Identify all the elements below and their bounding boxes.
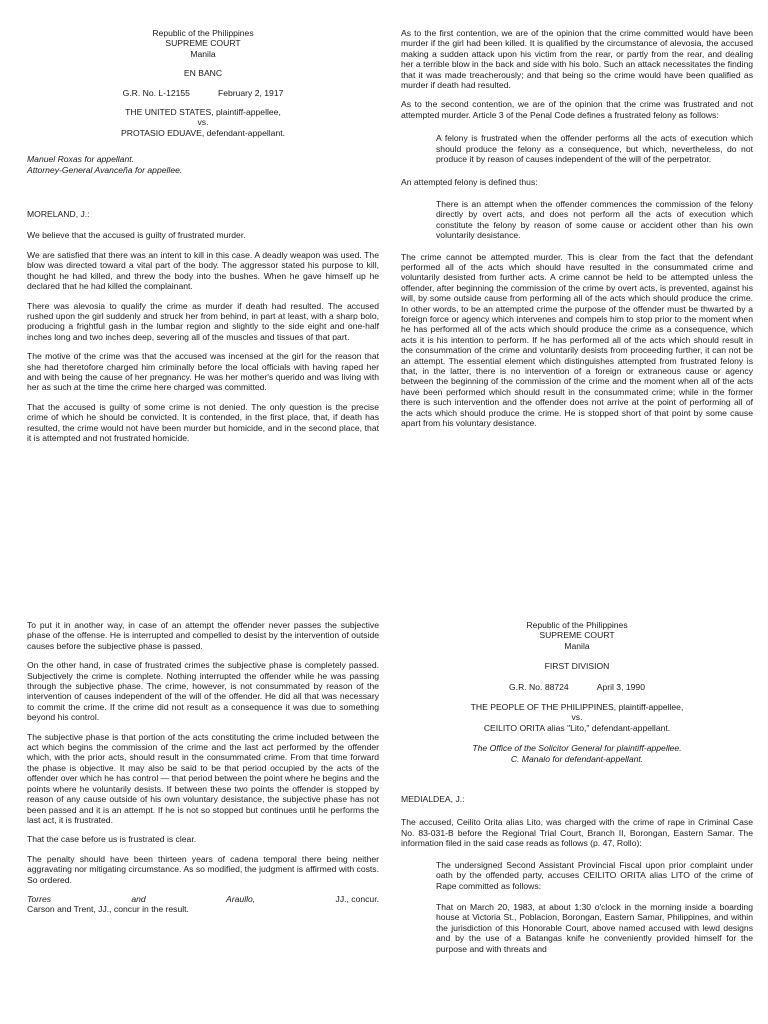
paragraph: We believe that the accused is guilty of frustrated murder. — [27, 230, 246, 241]
paragraph: That the accused is guilty of some crime is not denied. The only question is the precise crime of which he should be convicted. It is contended, in the first place, that, if death has resulted, the crime would not have been murder but homicide, and in the second place, that it is attempted and not frustrated homicide. — [27, 401, 379, 443]
case-number-line — [27, 88, 379, 98]
counsel-appellant: C. Manalo for defendant-appellant. — [510, 753, 644, 764]
defendant: PROTASIO EDUAVE, defendant-appellant. — [121, 127, 285, 138]
concur-suffix: JJ., concur. — [335, 893, 379, 904]
court-name: SUPREME COURT — [165, 38, 241, 49]
counsel-appellant: Manuel Roxas for appellant. — [27, 154, 135, 165]
block-quote: A felony is frustrated when the offender performs all the acts of execution which should produce the felony as a consequence, but which, nevertheless, do not produce it by reason of causes independent of the will of the perpetrator. — [436, 133, 753, 165]
republic-header: Republic of the Philippines — [152, 28, 254, 38]
plaintiff: THE UNITED STATES, plaintiff-appellee, — [125, 107, 281, 118]
paragraph: The accused, Ceilito Orita alias Lito, was charged with the crime of rape in Criminal Case No. 83-031-B before the Regional Trial Court, Branch II, Borongan, Eastern Samar. The information filed in the said case reads as follows (p. 47, Rollo): — [401, 817, 753, 849]
document-page-1 — [27, 28, 379, 452]
paragraph: As to the first contention, we are of the opinion that the crime committed would have been murder if the girl had been killed. It is qualified by the circumstance of alevosia, the accused making a sudden attack upon his victim from the rear, or partly from the rear, and dealing her a terrible blow in the back and side with his bolo. Such an attack necessitates the finding that it was made treacherously; and that being so the crime would have been qualified as murder if death had resulted. — [401, 28, 753, 91]
versus: vs. — [571, 712, 583, 723]
paragraph: There was alevosia to qualify the crime as murder if death had resulted. The accused rushed upon the girl suddenly and struck her from behind, in part at least, with a sharp bolo, producing a frightful gash in the lumbar region and slightly to the side eight and one-half inches long and two inches deep, severing all of the muscles and tissues of that part. — [27, 300, 379, 342]
paragraph: That the case before us is frustrated is clear. — [27, 834, 197, 845]
concur-name: Araullo, — [226, 893, 256, 904]
division-label: EN BANC — [183, 68, 223, 79]
case-date: April 3, 1990 — [596, 681, 645, 692]
paragraph: The crime cannot be attempted murder. This is clear from the fact that the defendant performed all of the acts which should have resulted in the consummated crime and voluntarily desisted from further acts. A crime cannot be held to be attempted unless the offender, after beginning the commission of the crime by overt acts, is prevented, against his will, by some outside cause from performing all of the acts which should produce the crime. In other words, to be an attempted crime the purpose of the offender must be thwarted by a foreign force or agency which intervenes and compels him to stop prior to the moment when he has performed all of the acts which should produce the crime as a consequence, which acts it is his intention to perform. If he has performed all of the acts which should result in the consummation of the crime and voluntarily desists from proceeding further, it can not be an attempt. The essential element which distinguishes attempted from frustrated felony is that, in the latter, there is no intervention of a foreign or extraneous cause or agency between the beginning of the commission of the crime and the moment when all of the acts have been performed which should result in the consummated crime; while in the former there is such intervention and the offender does not arrive at the point of performing all of the acts which should produce the crime. He is stopped short of that point by some cause apart from his voluntary desistance. — [401, 251, 753, 428]
case-number: G.R. No. 88724 — [509, 681, 569, 692]
concurrence-line — [27, 894, 379, 904]
counsel-appellee: The Office of the Solicitor General for plaintiff-appellee. — [472, 743, 682, 754]
republic-header: Republic of the Philippines — [526, 620, 628, 630]
court-city: Manila — [190, 48, 216, 59]
court-name: SUPREME COURT — [539, 630, 615, 641]
block-quote: The undersigned Second Assistant Provincial Fiscal upon prior complaint under oath by the offended party, accuses CEILITO ORITA alias LITO of the crime of Rape committed as follows: — [436, 859, 753, 891]
paragraph: An attempted felony is defined thus: — [401, 177, 538, 188]
versus: vs. — [197, 117, 209, 128]
counsel-appellee: Attorney-General Avanceña for appellee. — [27, 164, 183, 175]
case-number: G.R. No. L-12155 — [122, 87, 190, 98]
defendant: CEILITO ORITA alias "Lito," defendant-appellant. — [483, 722, 671, 733]
ponente: MEDIALDEA, J.: — [401, 794, 465, 805]
paragraph: The penalty should have been thirteen years of cadena temporal there being neither aggravating nor mitigating circumstance. As so modified, the judgment is affirmed with costs. So ordered. — [27, 853, 379, 885]
concur-and: and — [131, 893, 146, 904]
block-quote: That on March 20, 1983, at about 1:30 o'clock in the morning inside a boarding house at Victoria St., Poblacion, Borongan, Eastern Samar, Philippines, and within the jurisdiction of this Honorable Court, above named accused with lewd designs and by the use of a Batangas knife he conveniently provided himself for the purpose and with threats and — [436, 901, 753, 954]
concurrence-result: Carson and Trent, JJ., concur in the result. — [27, 904, 189, 915]
paragraph: To put it in another way, in case of an attempt the offender never passes the subjective phase of the offense. He is interrupted and compelled to desist by the intervention of outside causes before the subjective phase is passed. — [27, 620, 379, 651]
paragraph: The motive of the crime was that the accused was incensed at the girl for the reason that she had theretofore charged him criminally before the local officials with having raped her and with being the cause of her pregnancy. He was her mother's querido and was living with her as such at the time the crime here charged was committed. — [27, 351, 379, 393]
document-page-4 — [401, 620, 753, 963]
case-date: February 2, 1917 — [217, 87, 284, 98]
document-page-3 — [27, 620, 379, 915]
paragraph: On the other hand, in case of frustrated crimes the subjective phase is completely passed. Subjectively the crime is complete. Nothing interrupted the offender while he was passing through the subjective phase. The crime, however, is not consummated by reason of the intervention of causes independent of the will of the offender. He did all that was necessary to commit the crime. If the crime did not result as a consequence it was due to something beyond his control. — [27, 660, 379, 723]
court-city: Manila — [564, 640, 590, 651]
block-quote: There is an attempt when the offender commences the commission of the felony directly by overt acts, and does not perform all the acts of execution which constitute the felony by reason of some cause or accident other than his own voluntarily desistance. — [436, 198, 753, 241]
paragraph: We are satisfied that there was an intent to kill in this case. A deadly weapon was used. The blow was directed toward a vital part of the body. The aggressor stated his purpose to kill, thought he had killed, and threw the body into the bushes. When he gave himself up he declared that he had killed the complainant. — [27, 249, 379, 292]
paragraph: As to the second contention, we are of the opinion that the crime was frustrated and not attempted murder. Article 3 of the Penal Code defines a frustrated felony as follows: — [401, 99, 753, 120]
division-label: FIRST DIVISION — [544, 661, 610, 672]
ponente: MORELAND, J.: — [27, 209, 90, 220]
plaintiff: THE PEOPLE OF THE PHILIPPINES, plaintiff-appellee, — [470, 702, 684, 713]
paragraph: The subjective phase is that portion of the acts constituting the crime included between the act which begins the commission of the crime and the last act performed by the offender which, with the prior acts, should result in the consummated crime. From that time forward the phase is objective. It may also be said to be that period occupied by the acts of the offender over which he has control — that period between the point where he begins and the points where he voluntarily desists. If between these two points the offender is stopped by reason of any cause outside of his own voluntary desistance, the subjective phase has not been passed and it is an attempt. If he is not so stopped but continues until he performs the last act, it is frustrated. — [27, 731, 379, 825]
concur-name: Torres — [27, 893, 52, 904]
case-number-line — [401, 682, 753, 692]
document-page-2 — [401, 28, 753, 437]
